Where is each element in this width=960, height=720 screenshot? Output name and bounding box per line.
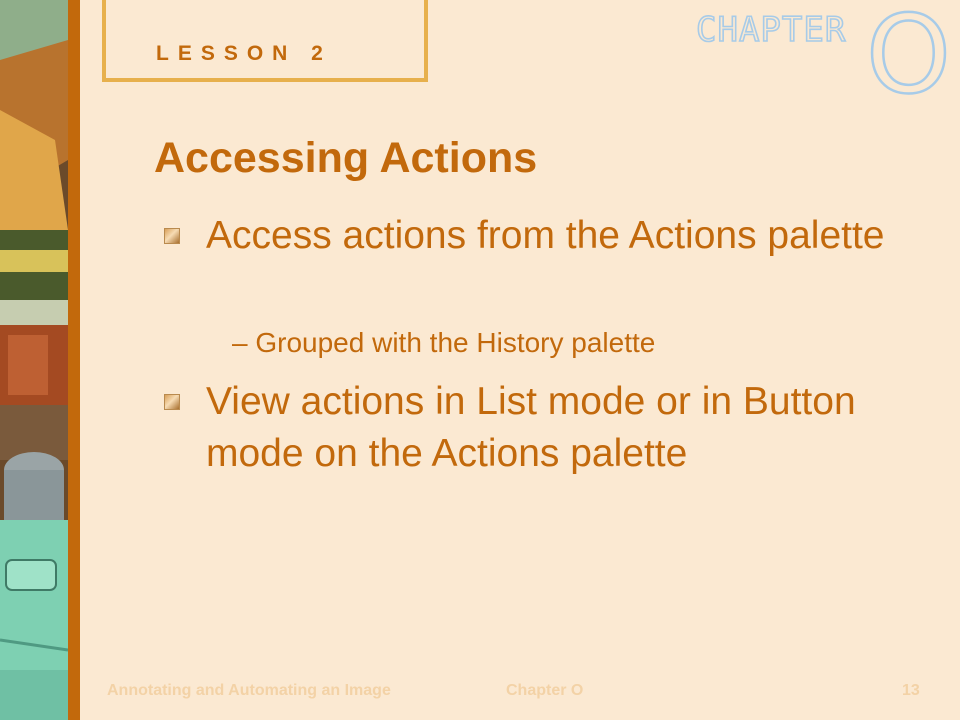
square-bullet-icon	[164, 228, 180, 244]
footer-chapter: Chapter O	[506, 682, 584, 699]
bullet-text: View actions in List mode or in Button mode on the Actions palette	[206, 380, 856, 475]
bullet-text: Access actions from the Actions palette	[206, 214, 885, 257]
square-bullet-icon	[164, 394, 180, 410]
sub-bullet-dash: –	[232, 327, 248, 358]
lesson-label: LESSON 2	[156, 42, 332, 65]
photo-strip-image	[0, 0, 68, 720]
chapter-word: CHAPTER	[696, 10, 847, 50]
sub-bullet	[232, 325, 655, 361]
slide-title: Accessing Actions	[154, 134, 538, 182]
footer-page-number: 13	[902, 682, 920, 699]
chapter-letter: O	[866, 0, 952, 118]
photo-strip-border	[68, 0, 80, 720]
lesson-tab	[102, 0, 428, 82]
sub-bullet-text: Grouped with the History palette	[255, 327, 656, 358]
footer-course-title: Annotating and Automating an Image	[107, 682, 391, 699]
